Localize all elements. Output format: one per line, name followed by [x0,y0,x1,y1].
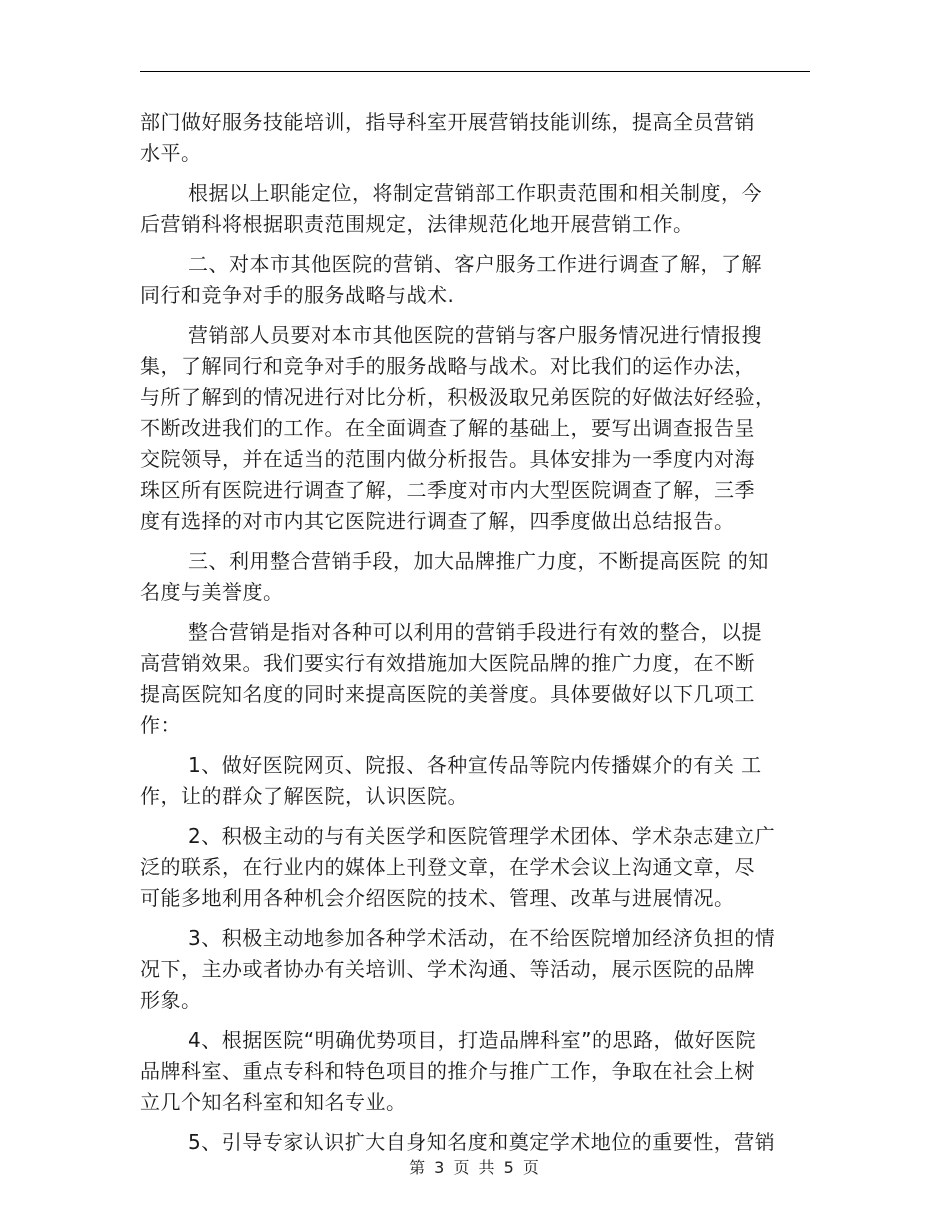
text-line: 水平。 [140,141,202,165]
document-body [140,107,812,1158]
text-line: 三、利用整合营销手段，加大品牌推广力度，不断提高医院 的知 [188,549,769,573]
text-line: 立几个知名科室和知名专业。 [140,1090,407,1114]
text-line: 1、做好医院网页、院报、各种宣传品等院内传播媒介的有关 工 [188,753,762,777]
text-line: 二、对本市其他医院的营销、客户服务工作进行调查了解，了解 [188,252,762,276]
text-line: 度有选择的对市内其它医院进行调查了解，四季度做出总结报告。 [140,509,735,533]
text-line: 整合营销是指对各种可以利用的营销手段进行有效的整合，以提 [188,620,762,644]
text-line: 集，了解同行和竞争对手的服务战略与战术。对比我们的运作办法， [140,354,755,378]
text-line: 同行和竞争对手的服务战略与战术. [140,283,455,307]
text-line: 况下，主办或者协办有关培训、学术沟通、等活动，展示医院的品牌 [140,957,755,981]
text-line: 5、引导专家认识扩大自身知名度和奠定学术地位的重要性，营销 [188,1130,776,1154]
text-line: 营销部人员要对本市其他医院的营销与客户服务情况进行情报搜 [188,323,762,347]
text-line: 作： [140,713,181,737]
text-line: 4、根据医院“明确优势项目，打造品牌科室”的思路，做好医院 [188,1028,756,1052]
header-rule [140,71,810,72]
text-line: 2、积极主动的与有关医学和医院管理学术团体、学术杂志建立广 [188,824,776,848]
text-line: 后营销科将根据职责范围规定，法律规范化地开展营销工作。 [140,212,694,236]
text-line: 珠区所有医院进行调查了解，二季度对市内大型医院调查了解，三季 [140,478,755,502]
text-line: 名度与美誉度。 [140,580,284,604]
text-line: 3、积极主动地参加各种学术活动，在不给医院增加经济负担的情 [188,926,776,950]
text-line: 品牌科室、重点专科和特色项目的推介与推广工作，争取在社会上树 [140,1059,755,1083]
text-line: 作，让的群众了解医院，认识医院。 [140,784,468,808]
text-line: 泛的联系，在行业内的媒体上刊登文章，在学术会议上沟通文章，尽 [140,855,755,879]
text-line: 高营销效果。我们要实行有效措施加大医院品牌的推广力度，在不断 [140,651,755,675]
text-line: 形象。 [140,988,202,1012]
page-footer: 第 3 页 共 5 页 [409,1158,541,1177]
text-line: 不断改进我们的工作。在全面调查了解的基础上，要写出调查报告呈 [140,416,755,440]
text-line: 根据以上职能定位，将制定营销部工作职责范围和相关制度，今 [188,181,762,205]
text-line: 可能多地利用各种机会介绍医院的技术、管理、改革与进展情况。 [140,886,735,910]
text-line: 提高医院知名度的同时来提高医院的美誉度。具体要做好以下几项工 [140,682,755,706]
text-line: 部门做好服务技能培训，指导科室开展营销技能训练，提高全员营销 [140,110,755,134]
text-line: 与所了解到的情况进行对比分析，积极汲取兄弟医院的好做法好经验， [140,385,776,409]
text-line: 交院领导，并在适当的范围内做分析报告。具体安排为一季度内对海 [140,447,755,471]
